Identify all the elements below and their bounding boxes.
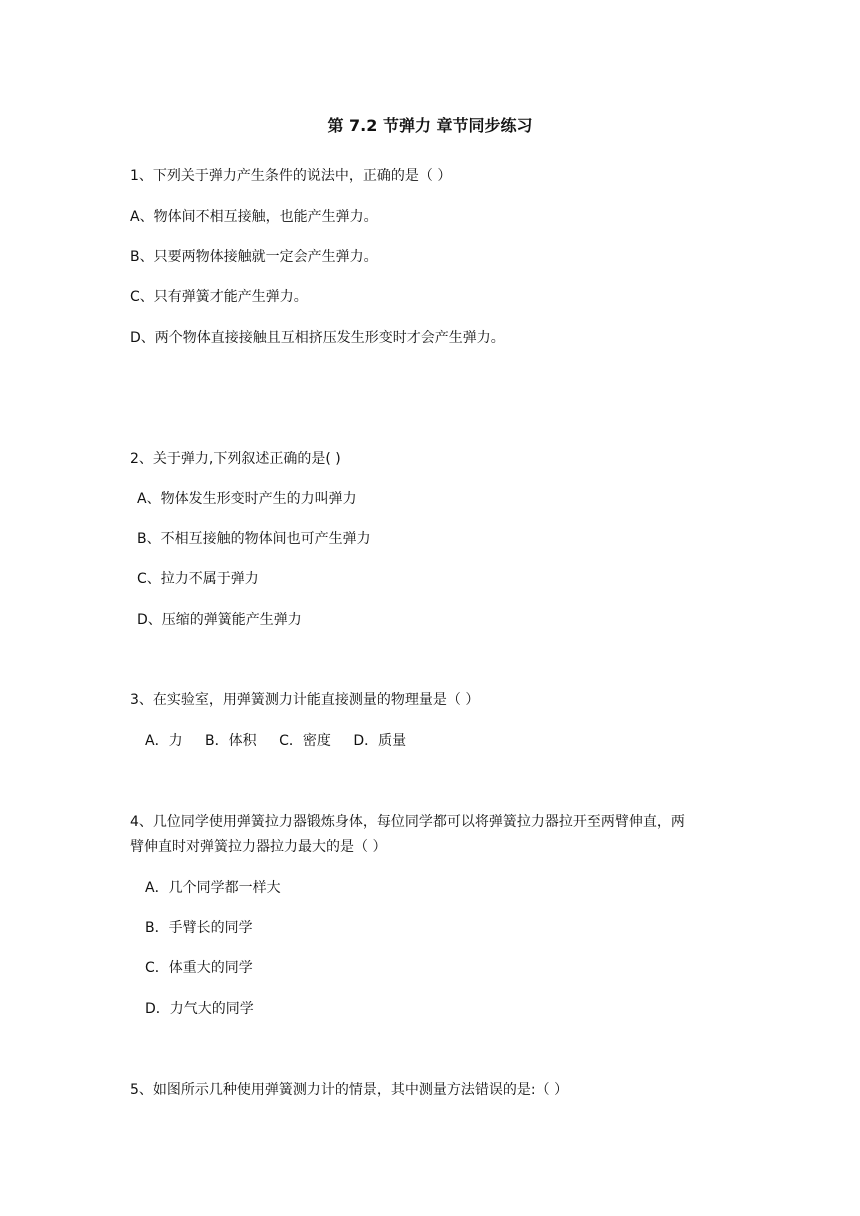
question-3-option-d: D．质量 (353, 733, 407, 749)
question-2-option-a: A、物体发生形变时产生的力叫弹力 (137, 491, 357, 507)
question-1-option-c: C、只有弹簧才能产生弹力。 (130, 289, 308, 305)
question-1-stem: 1、下列关于弹力产生条件的说法中，正确的是（ ） (130, 168, 452, 184)
question-2-stem: 2、关于弹力,下列叙述正确的是( ) (130, 451, 341, 467)
question-2-option-d: D、压缩的弹簧能产生弹力 (137, 612, 302, 628)
question-1-option-d: D、两个物体直接接触且互相挤压发生形变时才会产生弹力。 (130, 330, 505, 346)
question-4-stem-line-1: 4、几位同学使用弹簧拉力器锻炼身体，每位同学都可以将弹簧拉力器拉开至两臂伸直，两 (130, 814, 685, 830)
question-3-options (145, 731, 406, 751)
question-3-option-a: A．力 (145, 733, 183, 749)
question-4-option-d: D．力气大的同学 (145, 1001, 254, 1017)
question-4-option-c: C．体重大的同学 (145, 960, 253, 976)
question-3-stem: 3、在实验室，用弹簧测力计能直接测量的物理量是（ ） (130, 692, 480, 708)
question-4-option-b: B．手臂长的同学 (145, 920, 253, 936)
question-3-option-b: B．体积 (205, 733, 257, 749)
question-2-option-c: C、拉力不属于弹力 (137, 571, 259, 587)
question-1-option-b: B、只要两物体接触就一定会产生弹力。 (130, 249, 378, 265)
question-4-stem-line-2: 臂伸直时对弹簧拉力器拉力最大的是（ ） (130, 839, 387, 855)
question-4-option-a: A．几个同学都一样大 (145, 880, 281, 896)
question-2-option-b: B、不相互接触的物体间也可产生弹力 (137, 531, 371, 547)
question-1-option-a: A、物体间不相互接触，也能产生弹力。 (130, 209, 378, 225)
question-5-stem: 5、如图所示几种使用弹簧测力计的情景，其中测量方法错误的是:（ ） (130, 1082, 569, 1098)
question-3-option-c: C．密度 (279, 733, 331, 749)
page-title: 第 7.2 节弹力 章节同步练习 (327, 116, 533, 135)
